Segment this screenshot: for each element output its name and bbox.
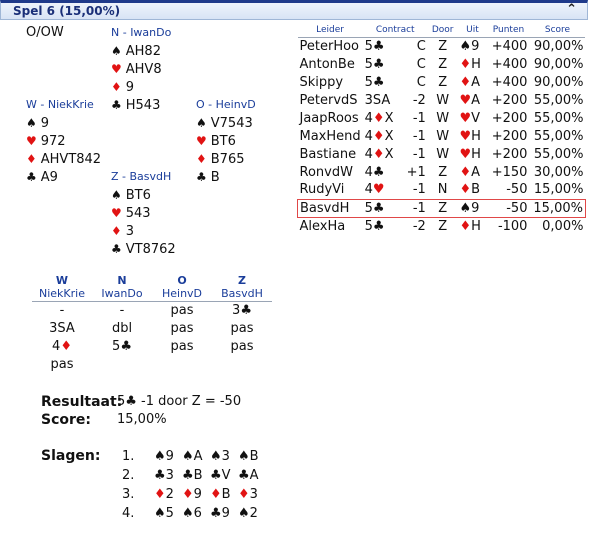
trick-suit-icon: ♠ (154, 449, 166, 464)
row-leader: AntonBe (299, 56, 355, 72)
row-points: +400 (491, 74, 528, 90)
trick-card: ♣V (210, 468, 231, 483)
results-row (298, 199, 586, 217)
contract-suit-icon: ♣ (372, 74, 385, 90)
lead-suit-icon: ♦ (459, 218, 472, 234)
lead-suit-icon: ♥ (459, 146, 472, 162)
spade-icon: ♠ (111, 44, 122, 58)
row-contract: 3SA (364, 92, 391, 108)
bid-cell: 3SA (49, 320, 75, 336)
bid-col-south: Z (238, 274, 246, 287)
spade-icon: ♠ (111, 188, 122, 202)
row-contract: 4♦X (364, 110, 394, 126)
bid-cell: pas (170, 338, 194, 354)
trick-suit-icon: ♣ (238, 468, 250, 483)
bid-cell: pas (170, 320, 194, 336)
dealer-vulnerability: O/OW (26, 25, 64, 40)
row-result: C (416, 74, 426, 90)
row-contract: 4♥ (364, 182, 385, 198)
contract-suit-icon: ♦ (372, 146, 385, 162)
trick-row (122, 485, 266, 504)
row-result: -2 (412, 92, 426, 108)
row-contract: 5♣ (364, 38, 385, 54)
row-door: W (436, 146, 450, 162)
trick-card: ♦B (210, 487, 231, 502)
row-points: +200 (491, 128, 528, 144)
trick-suit-icon: ♦ (154, 487, 166, 502)
results-row (298, 109, 586, 127)
col-uit: Uit (457, 23, 487, 37)
north-hearts: ♥ AHV8 (111, 62, 162, 77)
east-spades: ♠ V7543 (196, 116, 253, 131)
trick-row (122, 504, 266, 523)
bid-player-west: NiekKrie (32, 287, 92, 301)
row-contract: 5♣ (364, 74, 385, 90)
club-icon: ♣ (196, 170, 207, 184)
diamond-icon: ♦ (196, 152, 207, 166)
trick-suit-icon: ♣ (210, 468, 222, 483)
row-door: Z (438, 74, 448, 90)
trick-suit-icon: ♠ (182, 449, 194, 464)
heart-icon: ♥ (111, 62, 122, 76)
trick-suit-icon: ♦ (238, 487, 250, 502)
trick-suit-icon: ♣ (154, 468, 166, 483)
trick-card: ♠3 (210, 449, 230, 464)
bid-cell: pas (230, 320, 254, 336)
row-leader: AlexHa (299, 218, 346, 234)
south-diamonds: ♦ 3 (111, 224, 135, 239)
tricks-table (122, 447, 266, 523)
trick-card: ♣9 (210, 506, 230, 521)
lead-suit-icon: ♦ (459, 74, 472, 90)
row-score: 0,00% (542, 218, 584, 234)
row-points: +400 (491, 56, 528, 72)
bid-cell: - (119, 302, 125, 318)
north-diamonds: ♦ 9 (111, 80, 135, 95)
row-result: C (416, 38, 426, 54)
row-door: Z (438, 164, 448, 180)
west-hearts: ♥ 972 (26, 134, 66, 149)
row-result: -1 (412, 182, 426, 198)
row-contract: 4♦X (364, 146, 394, 162)
bidding-row (32, 355, 272, 373)
lead-suit-icon: ♥ (459, 128, 472, 144)
bid-cell: pas (230, 338, 254, 354)
north-label: N - IwanDo (111, 26, 172, 39)
row-result: -1 (412, 146, 426, 162)
results-row (298, 55, 586, 73)
south-clubs: ♣ VT8762 (111, 242, 176, 257)
bid-col-east: O (177, 274, 187, 287)
trick-suit-icon: ♦ (182, 487, 194, 502)
lead-suit-icon: ♠ (459, 200, 472, 216)
trick-number: 2. (122, 468, 135, 483)
trick-card: ♣3 (154, 468, 174, 483)
row-score: 30,00% (533, 164, 584, 180)
bidding-row (32, 337, 272, 355)
results-row (298, 37, 586, 55)
results-row (298, 181, 586, 199)
club-icon: ♣ (26, 170, 37, 184)
row-leader: PeterHoo (299, 38, 359, 54)
contract-suit-icon: ♣ (372, 164, 385, 180)
results-table (297, 23, 586, 235)
row-result: -2 (412, 218, 426, 234)
row-lead: ♦H (459, 56, 481, 72)
north-clubs: ♣ H543 (111, 98, 161, 113)
row-lead: ♥A (459, 92, 481, 108)
bidding-row (32, 301, 272, 319)
lead-suit-icon: ♥ (459, 110, 472, 126)
results-row (298, 217, 586, 235)
south-spades: ♠ BT6 (111, 188, 151, 203)
row-leader: MaxHend (299, 128, 361, 144)
row-points: +150 (491, 164, 528, 180)
bid-cell: pas (170, 302, 194, 318)
bid-cell: dbl (111, 320, 133, 336)
row-result: -1 (412, 110, 426, 126)
col-punten: Punten (487, 23, 529, 37)
row-leader: BasvdH (298, 199, 363, 217)
row-score: 90,00% (533, 56, 584, 72)
row-lead: ♦A (459, 164, 481, 180)
row-leader: RonvdW (299, 164, 353, 180)
row-door: Z (438, 38, 448, 54)
trick-number: 1. (122, 449, 135, 464)
bid-cell (152, 355, 212, 373)
lead-suit-icon: ♦ (459, 56, 472, 72)
row-door: N (437, 182, 448, 198)
trick-number: 3. (122, 487, 135, 502)
row-leader: Bastiane (299, 146, 357, 162)
row-score: 55,00% (533, 128, 584, 144)
contract-suit-icon: ♣ (372, 38, 385, 54)
results-header-row (298, 23, 586, 37)
results-row (298, 127, 586, 145)
row-points: -100 (497, 218, 528, 234)
row-result: +1 (406, 164, 426, 180)
row-door: Z (438, 56, 448, 72)
trick-card: ♠2 (238, 506, 258, 521)
bid-cell: - (59, 302, 65, 318)
result-label: Resultaat: (41, 394, 123, 410)
panel-header (0, 0, 588, 20)
east-label: O - HeinvD (196, 98, 256, 111)
row-lead: ♦B (459, 182, 481, 198)
row-lead: ♥V (459, 110, 481, 126)
score-value: 15,00% (117, 412, 167, 427)
trick-suit-icon: ♠ (154, 506, 166, 521)
heart-icon: ♥ (111, 206, 122, 220)
heart-icon: ♥ (196, 134, 207, 148)
col-score: Score (529, 23, 585, 37)
trick-card: ♠6 (182, 506, 202, 521)
contract-suit-icon: ♣ (372, 56, 385, 72)
trick-suit-icon: ♠ (182, 506, 194, 521)
bid-player-north: IwanDo (92, 287, 152, 301)
trick-suit-icon: ♠ (210, 449, 222, 464)
heart-icon: ♥ (26, 134, 37, 148)
row-score: 90,00% (533, 38, 584, 54)
row-door: W (436, 92, 450, 108)
row-contract: 4♣ (364, 164, 385, 180)
trick-suit-icon: ♠ (238, 449, 250, 464)
bidding-row (32, 319, 272, 337)
row-result: C (416, 56, 426, 72)
south-label: Z - BasvdH (111, 170, 172, 183)
contract-suit-icon: ♦ (372, 128, 385, 144)
row-leader: PetervdS (299, 92, 358, 108)
col-leider: Leider (298, 23, 363, 37)
collapse-icon[interactable]: ⌃ (566, 2, 577, 17)
row-points: +400 (491, 38, 528, 54)
east-clubs: ♣ B (196, 170, 220, 185)
bid-col-west: W (55, 274, 69, 287)
contract-suit-icon: ♥ (372, 182, 385, 198)
results-row (298, 73, 586, 91)
row-leader: JaapRoos (299, 110, 359, 126)
row-score: 15,00% (529, 199, 585, 217)
west-label: W - NiekKrie (26, 98, 94, 111)
contract-suit-icon: ♦ (372, 110, 385, 126)
trick-suit-icon: ♦ (210, 487, 222, 502)
row-points: -50 (487, 199, 529, 217)
row-points: +200 (491, 146, 528, 162)
west-diamonds: ♦ AHVT842 (26, 152, 102, 167)
contract-suit-icon: ♣ (372, 200, 385, 216)
trick-card: ♠B (238, 449, 259, 464)
trick-card: ♦2 (154, 487, 174, 502)
west-clubs: ♣ A9 (26, 170, 58, 185)
results-row (298, 163, 586, 181)
east-hearts: ♥ BT6 (196, 134, 236, 149)
result-value: 5♣ -1 door Z = -50 (117, 394, 242, 409)
spade-icon: ♠ (26, 116, 37, 130)
club-icon: ♣ (111, 98, 122, 112)
col-door: Door (428, 23, 458, 37)
results-row (298, 91, 586, 109)
bid-cell: 5♣ (112, 338, 132, 354)
lead-suit-icon: ♦ (459, 182, 472, 198)
bid-cell: 4♦ (52, 338, 72, 354)
lead-suit-icon: ♦ (459, 164, 472, 180)
row-score: 55,00% (533, 92, 584, 108)
contract-suit-icon: ♣ (372, 218, 385, 234)
row-lead: ♥H (459, 128, 481, 144)
bid-cell (92, 355, 152, 373)
bid-suit-icon: ♦ (60, 338, 72, 354)
trick-card: ♠9 (154, 449, 174, 464)
row-score: 55,00% (533, 146, 584, 162)
bid-player-east: HeinvD (152, 287, 212, 301)
bid-cell: pas (50, 356, 74, 372)
bid-player-south: BasvdH (212, 287, 272, 301)
row-lead: ♠9 (459, 38, 480, 54)
west-spades: ♠ 9 (26, 116, 50, 131)
row-contract: 5♣ (363, 199, 405, 217)
trick-number: 4. (122, 506, 135, 521)
east-diamonds: ♦ B765 (196, 152, 245, 167)
row-points: -50 (506, 182, 528, 198)
bid-suit-icon: ♣ (120, 338, 132, 354)
row-lead: ♦A (459, 74, 481, 90)
trick-card: ♣B (182, 468, 203, 483)
bid-suit-icon: ♣ (240, 302, 252, 318)
lead-suit-icon: ♠ (459, 38, 472, 54)
row-lead: ♥H (459, 146, 481, 162)
row-points: +200 (491, 110, 528, 126)
row-door: Z (428, 199, 458, 217)
club-icon: ♣ (111, 242, 122, 256)
north-spades: ♠ AH82 (111, 44, 161, 59)
trick-row (122, 447, 266, 466)
diamond-icon: ♦ (26, 152, 37, 166)
panel-title: Spel 6 (15,00%) (13, 4, 121, 18)
row-points: +200 (491, 92, 528, 108)
trick-suit-icon: ♠ (238, 506, 250, 521)
bid-cell: 3♣ (232, 302, 252, 318)
tricks-label: Slagen: (41, 448, 101, 464)
results-row (298, 145, 586, 163)
row-door: Z (438, 218, 448, 234)
south-hearts: ♥ 543 (111, 206, 151, 221)
trick-card: ♠5 (154, 506, 174, 521)
trick-suit-icon: ♣ (210, 506, 222, 521)
trick-row (122, 466, 266, 485)
col-contract: Contract (363, 23, 428, 37)
row-contract: 4♦X (364, 128, 394, 144)
bid-cell (212, 355, 272, 373)
row-door: W (436, 128, 450, 144)
row-score: 90,00% (533, 74, 584, 90)
row-contract: 5♣ (364, 218, 385, 234)
diamond-icon: ♦ (111, 80, 122, 94)
row-lead: ♦H (459, 218, 481, 234)
diamond-icon: ♦ (111, 224, 122, 238)
bid-col-north: N (117, 274, 127, 287)
row-score: 55,00% (533, 110, 584, 126)
trick-card: ♦3 (238, 487, 258, 502)
bidding-table (32, 274, 272, 373)
spade-icon: ♠ (196, 116, 207, 130)
row-result: -1 (405, 199, 428, 217)
lead-suit-icon: ♥ (459, 92, 472, 108)
row-leader: RudyVi (299, 182, 345, 198)
row-contract: 5♣ (364, 56, 385, 72)
trick-card: ♦9 (182, 487, 202, 502)
row-score: 15,00% (533, 182, 584, 198)
row-door: W (436, 110, 450, 126)
row-result: -1 (412, 128, 426, 144)
trick-card: ♠A (182, 449, 203, 464)
row-leader: Skippy (299, 74, 344, 90)
score-label: Score: (41, 412, 91, 428)
trick-suit-icon: ♣ (182, 468, 194, 483)
trick-card: ♣A (238, 468, 259, 483)
row-lead: ♠9 (457, 199, 487, 217)
